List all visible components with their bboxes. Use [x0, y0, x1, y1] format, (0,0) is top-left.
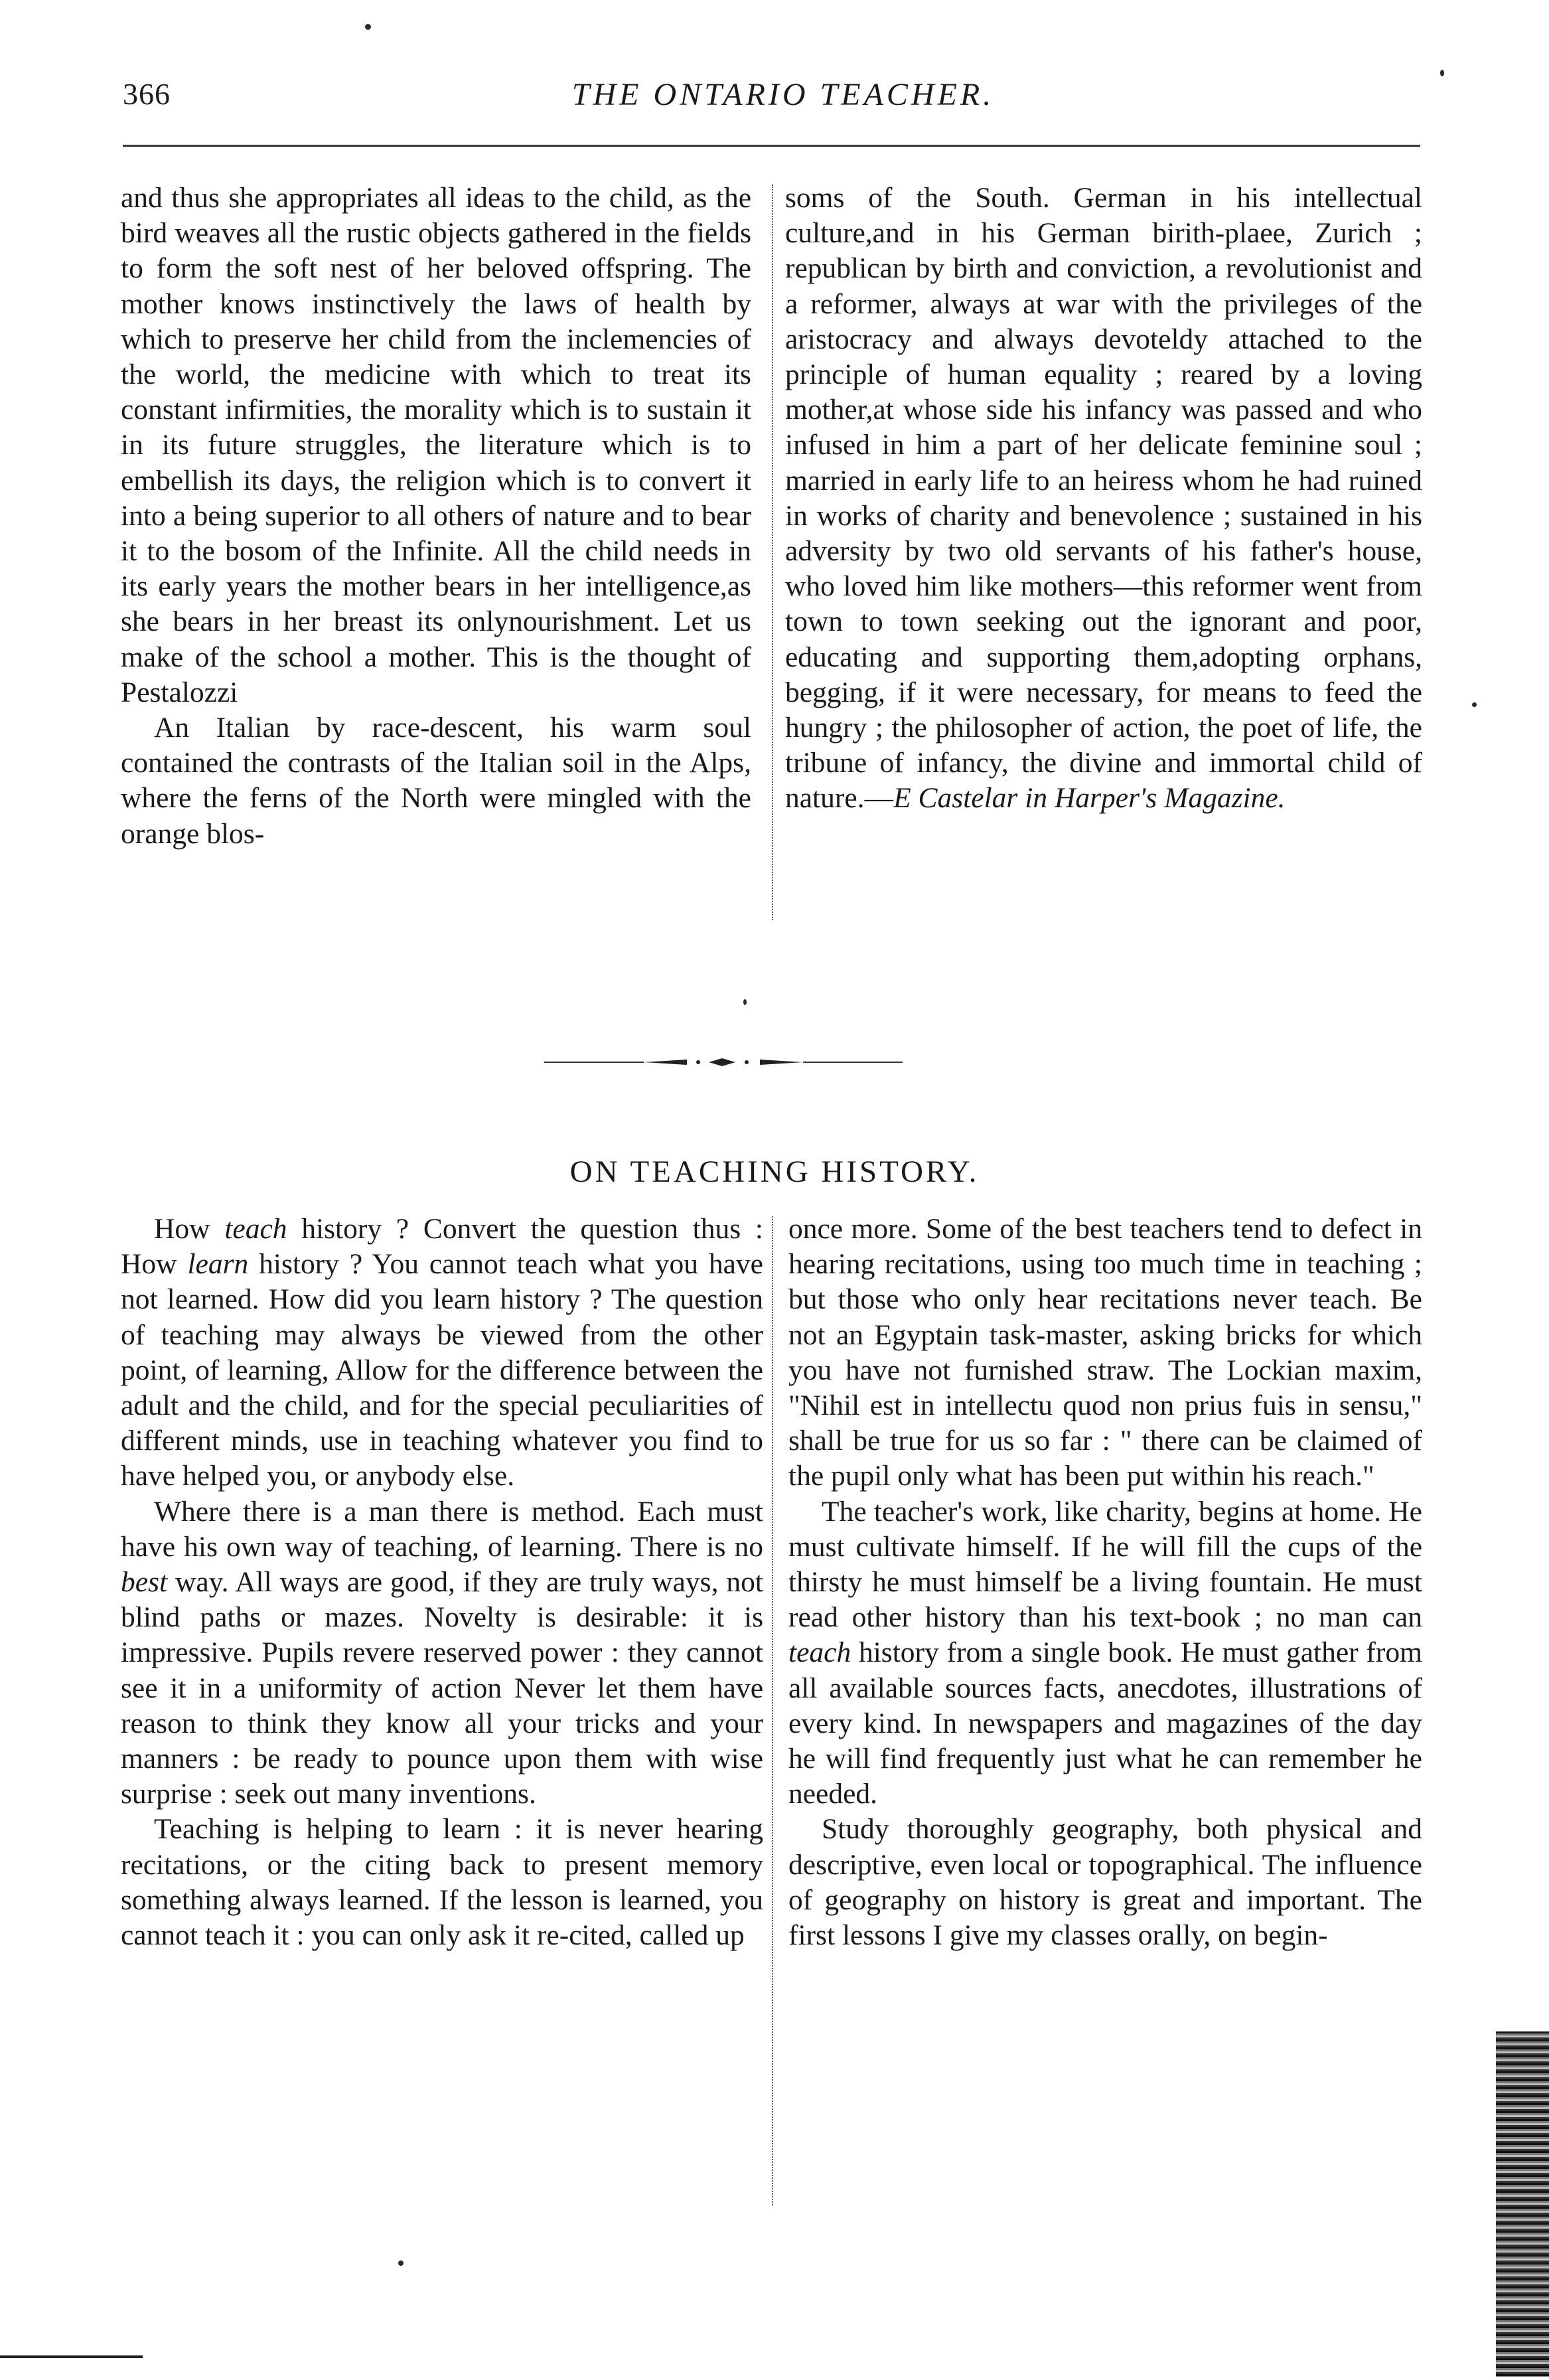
text-run: way. All ways are good, if they are truly ways, not blind paths or mazes. Novelty is desirable: it is impressive. Pupils revere reserved power : they cannot see it in a uniformity of action Never let them have reason to think they know all your tricks and your manners : be ready to pounce upon them with wise surprise : seek out many inventions. [121, 1566, 763, 1810]
paragraph [785, 181, 1422, 817]
article-heading: ON TEACHING HISTORY. [569, 1154, 980, 1189]
continued-text-left-column [121, 181, 751, 852]
text-run: history from a single book. He must gather from all available sources facts, anecdotes, illustrations of every kind. In newspapers and magazines of the day he will find frequently just what he can remember he needed. [788, 1636, 1422, 1810]
column-divider [772, 185, 773, 920]
text-run: How [154, 1213, 225, 1245]
journal-title: THE ONTARIO TEACHER. [571, 77, 995, 112]
column-divider [772, 1216, 773, 2205]
text-run: Where there is a man there is method. Each must have his own way of teaching, of learning. There is no [121, 1495, 763, 1563]
running-head [123, 76, 1443, 129]
article-right-column [788, 1212, 1422, 1953]
paragraph [121, 1494, 763, 1812]
ink-speck [743, 999, 747, 1005]
italic-text: learn [187, 1248, 249, 1281]
paragraph: Teaching is helping to learn : it is never hearing recitations, or the citing back to present memory something always learned. If the lesson is learned, you cannot teach it : you can only ask it re-cited, called up [121, 1813, 763, 1952]
scan-edge-strip [1496, 2031, 1549, 2377]
paragraph [121, 1212, 763, 1494]
continued-text-right-column [785, 181, 1422, 817]
paragraph: An Italian by race-descent, his warm soul contained the contrasts of the Italian soil in the Alps, where the ferns of the North were mingled with the orange blos- [121, 712, 751, 850]
italic-text: teach [788, 1636, 851, 1669]
ink-speck [398, 2261, 404, 2266]
italic-text: best [121, 1566, 168, 1599]
text-run: history ? You cannot teach what you have not learned. How did you learn history ? The question of teaching may always be viewed from the other point, of learning, Allow for the difference between the adult and the child, and for the special peculiarities of different minds, use in teaching whatever you find to have helped you, or anybody else. [121, 1248, 763, 1492]
page-number: 366 [123, 77, 171, 111]
ink-speck [1440, 70, 1444, 76]
paragraph: Study thoroughly geography, both physical and descriptive, even local or topographical. The influence of geography on history is great and important. The first lessons I give my classes orally, on begin- [788, 1813, 1422, 1952]
paragraph [788, 1494, 1422, 1812]
attribution: E Castelar in Harper's Magazine. [893, 782, 1286, 815]
paragraph: and thus she appropriates all ideas to the child, as the bird weaves all the rustic objects gathered in the fields to form the soft nest of her beloved offspring. The mother knows instinctively the laws of health by which to preserve her child from the inclemencies of the world, the medicine with which to treat its constant infirmities, the morality which is to sustain it in its future struggles, the literature which is to embellish its days, the religion which is to convert it into a being superior to all others of nature and to bear it to the bosom of the Infinite. All the child needs in its early years the mother bears in her intelligence,as she bears in her breast its onlynourishment. Let us make of the school a mother. This is the thought of Pestalozzi [121, 182, 751, 708]
section-ornament [544, 1056, 903, 1069]
italic-text: teach [224, 1213, 287, 1245]
paragraph-text: soms of the South. German in his intellectual culture,and in his German birith-plaee, Zurich ; republican by birth and conviction, a revolutionist and a reformer, always at war with the privileges of the aristocracy and always devoteldy attached to the principle of human equality ; reared by a loving mother,at whose side his infancy was passed and who infused in him a part of her delicate feminine soul ; married in early life to an heiress whom he had ruined in works of charity and benevolence ; sustained in his adversity by two old servants of his father's house, who loved him like mothers—this reformer went from town to town seeking out the ignorant and poor, educating and supporting them,adopting orphans, begging, if it were necessary, for means to feed the hungry ; the philosopher of action, the poet of life, the tribune of infancy, the divine and immortal child of nature.— [785, 182, 1422, 815]
ink-speck [1472, 702, 1477, 707]
paragraph: once more. Some of the best teachers tend to defect in hearing recitations, using too much time in teaching ; but those who only hear recitations never teach. Be not an Egyptain task-master, asking bricks for which you have not furnished straw. The Lockian maxim, "Nihil est in intellectu quod non prius fuis in sensu," shall be true for us so far : " there can be claimed of the pupil only what has been put within his reach." [788, 1213, 1422, 1492]
ink-speck [365, 24, 371, 30]
header-rule [123, 145, 1420, 147]
article-left-column [121, 1212, 763, 1953]
edge-mark [0, 2355, 143, 2358]
text-run: history ? Convert the question thus : How [121, 1213, 763, 1281]
text-run: The teacher's work, like charity, begins at home. He must cultivate himself. If he will fill the cups of the thirsty he must himself be a living fountain. He must read other history than his text-book ; no man can [788, 1495, 1422, 1634]
